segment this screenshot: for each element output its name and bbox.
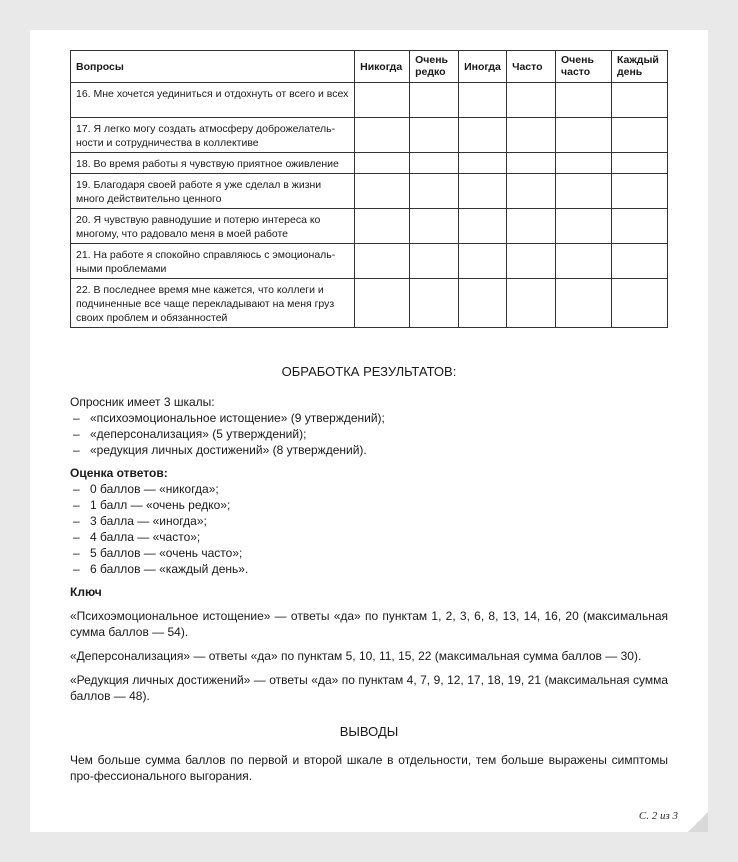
answer-cell [611, 279, 667, 328]
answer-cell [459, 279, 507, 328]
conclusions-title: ВЫВОДЫ [339, 724, 399, 739]
answer-cell [556, 118, 612, 153]
question-text: 18. Во время работы я чувствую приятное оживление [71, 153, 355, 174]
list-item: – 0 баллов — «никогда»; [70, 481, 668, 497]
list-item: – 5 баллов — «очень часто»; [70, 545, 668, 561]
answer-cell [410, 153, 459, 174]
header-option: Никогда [355, 51, 410, 83]
list-item: – 3 балла — «иногда»; [70, 513, 668, 529]
header-option: Очень часто [556, 51, 612, 83]
answer-cell [556, 209, 612, 244]
table-row [71, 244, 668, 279]
list-item: – 4 балла — «часто»; [70, 529, 668, 545]
header-option: Иногда [459, 51, 507, 83]
scoring-title: Оценка ответов: [70, 466, 168, 480]
answer-cell [459, 153, 507, 174]
table-row [71, 279, 668, 328]
answer-cell [355, 244, 410, 279]
answer-cell [507, 244, 556, 279]
answer-cell [556, 83, 612, 118]
answer-cell [611, 118, 667, 153]
answer-cell [507, 83, 556, 118]
table-row [71, 209, 668, 244]
page-corner-fold [688, 812, 708, 832]
answer-cell [410, 244, 459, 279]
table-row [71, 83, 668, 118]
answer-cell [611, 244, 667, 279]
answer-cell [556, 174, 612, 209]
question-text: 19. Благодаря своей работе я уже сделал в жизни много действительно ценного [71, 174, 355, 209]
key-title: Ключ [70, 585, 102, 599]
answer-cell [459, 209, 507, 244]
table-header-row [71, 51, 668, 83]
answer-cell [611, 83, 667, 118]
answer-cell [410, 174, 459, 209]
list-item: – «деперсонализация» (5 утверждений); [70, 426, 668, 442]
question-text: 17. Я легко могу создать атмосферу доброжелатель-ности и сотрудничества в коллективе [71, 118, 355, 153]
answer-cell [611, 174, 667, 209]
answer-cell [611, 209, 667, 244]
conclusions-text: Чем больше сумма баллов по первой и второй шкале в отдельности, тем больше выражены симптомы про-фессионального выгорания. [70, 753, 668, 783]
answer-cell [410, 279, 459, 328]
question-text: 21. На работе я спокойно справляюсь с эмоциональ-ными проблемами [71, 244, 355, 279]
answer-cell [410, 83, 459, 118]
answer-cell [410, 209, 459, 244]
table-row [71, 118, 668, 153]
answer-cell [459, 83, 507, 118]
answer-cell [507, 118, 556, 153]
list-item: – «редукция личных достижений» (8 утверждений). [70, 442, 668, 458]
list-item: – «психоэмоциональное истощение» (9 утверждений); [70, 410, 668, 426]
answer-cell [355, 279, 410, 328]
answer-cell [611, 153, 667, 174]
answer-cell [556, 153, 612, 174]
answer-cell [507, 279, 556, 328]
table-row [71, 174, 668, 209]
answer-cell [459, 244, 507, 279]
header-option: Очень редко [410, 51, 459, 83]
header-option: Каждый день [611, 51, 667, 83]
table-row [71, 153, 668, 174]
answer-cell [507, 153, 556, 174]
answer-cell [355, 118, 410, 153]
list-item: – 1 балл — «очень редко»; [70, 497, 668, 513]
processing-title: ОБРАБОТКА РЕЗУЛЬТАТОВ: [281, 364, 457, 379]
answer-cell [355, 174, 410, 209]
answer-cell [355, 209, 410, 244]
answer-cell [355, 83, 410, 118]
header-questions: Вопросы [71, 51, 355, 83]
question-text: 20. Я чувствую равнодушие и потерю интереса ко многому, что радовало меня в моей работе [71, 209, 355, 244]
scales-list [70, 410, 668, 458]
question-text: 16. Мне хочется уединиться и отдохнуть от всего и всех [71, 83, 355, 118]
questionnaire-table [70, 50, 668, 328]
answer-cell [410, 118, 459, 153]
results-section [70, 364, 668, 784]
list-item: – 6 баллов — «каждый день». [70, 561, 668, 577]
key-paragraph: «Деперсонализация» — ответы «да» по пунктам 5, 10, 11, 15, 22 (максимальная сумма баллов — 30). [70, 649, 642, 663]
answer-cell [507, 209, 556, 244]
question-text: 22. В последнее время мне кажется, что коллеги и подчиненные все чаще перекладывают на меня груз своих проблем и обязанностей [71, 279, 355, 328]
key-paragraph: «Психоэмоциональное истощение» — ответы «да» по пунктам 1, 2, 3, 6, 8, 13, 14, 16, 20 (максимальная сумма баллов — 54). [70, 609, 668, 639]
answer-cell [507, 174, 556, 209]
scales-intro: Опросник имеет 3 шкалы: [70, 395, 215, 409]
key-paragraph: «Редукция личных достижений» — ответы «да» по пунктам 4, 7, 9, 12, 17, 18, 19, 21 (максимальная сумма баллов — 48). [70, 673, 668, 703]
page-number: С. 2 из 3 [638, 810, 678, 822]
answer-cell [556, 244, 612, 279]
answer-cell [459, 174, 507, 209]
answer-cell [459, 118, 507, 153]
header-option: Часто [507, 51, 556, 83]
document-page [30, 30, 708, 832]
answer-cell [355, 153, 410, 174]
scoring-list [70, 481, 668, 577]
answer-cell [556, 279, 612, 328]
